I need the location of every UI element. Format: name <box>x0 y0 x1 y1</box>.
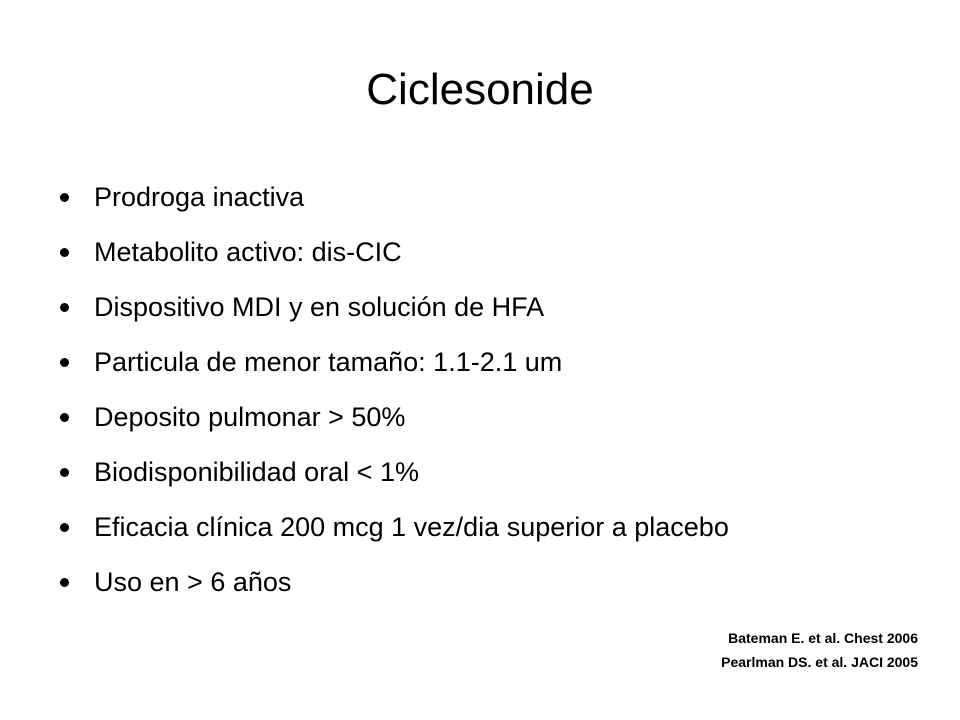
bullet-list <box>56 172 729 612</box>
bullet-item <box>56 172 729 227</box>
bullet-text: Particula de menor tamaño: 1.1-2.1 um <box>94 347 563 377</box>
bullet-item <box>56 282 729 337</box>
reference-line: Pearlman DS. et al. JACI 2005 <box>721 654 918 670</box>
bullet-dot-icon <box>60 523 69 532</box>
reference-line: Bateman E. et al. Chest 2006 <box>728 630 918 646</box>
bullet-text: Deposito pulmonar > 50% <box>94 402 406 432</box>
bullet-text: Biodisponibilidad oral < 1% <box>94 457 419 487</box>
references <box>721 626 918 674</box>
bullet-text: Dispositivo MDI y en solución de HFA <box>94 292 545 322</box>
bullet-dot-icon <box>60 358 69 367</box>
bullet-text: Eficacia clínica 200 mcg 1 vez/dia superior a placebo <box>94 512 729 542</box>
bullet-text: Metabolito activo: dis-CIC <box>94 237 402 267</box>
bullet-item <box>56 557 729 612</box>
bullet-dot-icon <box>60 303 69 312</box>
bullet-dot-icon <box>60 468 69 477</box>
bullet-item <box>56 392 729 447</box>
bullet-text: Prodroga inactiva <box>94 182 305 212</box>
bullet-item <box>56 337 729 392</box>
slide-title: Ciclesonide <box>366 65 594 114</box>
bullet-dot-icon <box>60 248 69 257</box>
bullet-text: Uso en > 6 años <box>94 567 292 597</box>
bullet-dot-icon <box>60 413 69 422</box>
bullet-dot-icon <box>60 193 69 202</box>
bullet-item <box>56 227 729 282</box>
bullet-dot-icon <box>60 578 69 587</box>
bullet-item <box>56 447 729 502</box>
bullet-item <box>56 502 729 557</box>
